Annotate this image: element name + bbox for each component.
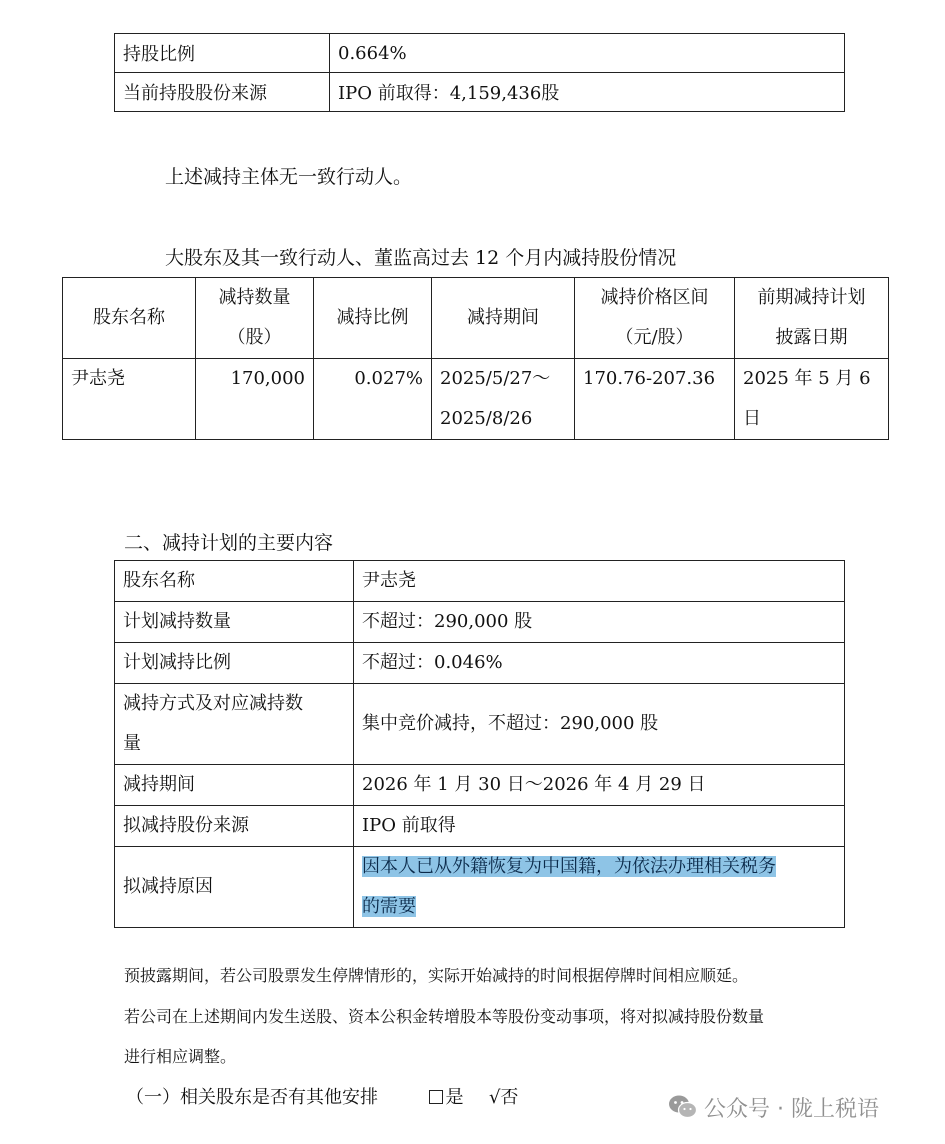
row-label: 拟减持原因 (115, 847, 354, 928)
row-value: 不超过：0.046% (354, 643, 845, 684)
checkbox-icon[interactable] (429, 1090, 443, 1104)
row-label: 计划减持数量 (115, 602, 354, 643)
watermark-text: 公众号 · 陇上税语 (704, 1096, 879, 1122)
cell-disclosure-date: 2025 年 5 月 6 日 (735, 359, 889, 440)
option-yes: 是 (445, 1087, 464, 1108)
cell-period: 2025/5/27～ 2025/8/26 (432, 359, 575, 440)
cell-price-range: 170.76-207.36 (575, 359, 735, 440)
row-label: 持股比例 (115, 34, 330, 73)
highlighted-text-line[interactable]: 因本人已从外籍恢复为中国籍，为依法办理相关税务 (362, 856, 776, 877)
option-no: 否 (500, 1087, 519, 1108)
other-arrangement-question (126, 1083, 518, 1109)
note-paragraph: 预披露期间，若公司股票发生停牌情形的，实际开始减持的时间根据停牌时间相应顺延。 (124, 966, 749, 985)
wechat-icon (668, 1094, 698, 1120)
note-paragraph: 进行相应调整。 (124, 1047, 237, 1066)
table-row (115, 847, 845, 928)
row-value: 不超过：290,000 股 (354, 602, 845, 643)
row-value: 集中竞价减持，不超过：290,000 股 (354, 684, 845, 765)
row-value: IPO 前取得 (354, 806, 845, 847)
header-disclosure-date: 前期减持计划 披露日期 (735, 278, 889, 359)
table-row (115, 765, 845, 806)
table-row (115, 806, 845, 847)
header-ratio: 减持比例 (314, 278, 432, 359)
row-label: 计划减持比例 (115, 643, 354, 684)
row-label: 拟减持股份来源 (115, 806, 354, 847)
table-row (115, 602, 845, 643)
table-row (115, 561, 845, 602)
question-text: （一）相关股东是否有其他安排 (126, 1087, 378, 1108)
shareholding-table (114, 33, 845, 112)
header-name: 股东名称 (63, 278, 196, 359)
reduction-plan-table (114, 560, 845, 928)
table-row (115, 684, 845, 765)
cell-name: 尹志尧 (63, 359, 196, 440)
table-row (115, 34, 845, 73)
section-title: 二、减持计划的主要内容 (124, 532, 334, 554)
row-label: 减持方式及对应减持数 量 (115, 684, 354, 765)
table-row (63, 359, 889, 440)
highlighted-text-line[interactable]: 的需要 (362, 896, 416, 917)
row-value-highlighted[interactable] (354, 847, 845, 928)
note-paragraph: 若公司在上述期间内发生送股、资本公积金转增股本等股份变动事项，将对拟减持股份数量 (124, 1007, 765, 1026)
table-row (115, 643, 845, 684)
row-value: 0.664% (330, 34, 845, 73)
row-value: 尹志尧 (354, 561, 845, 602)
row-label: 减持期间 (115, 765, 354, 806)
past-12-months-title: 大股东及其一致行动人、董监高过去 12 个月内减持股份情况 (165, 247, 677, 269)
row-label: 股东名称 (115, 561, 354, 602)
header-price-range: 减持价格区间 （元/股） (575, 278, 735, 359)
table-row (115, 73, 845, 112)
row-value: IPO 前取得：4,159,436股 (330, 73, 845, 112)
header-period: 减持期间 (432, 278, 575, 359)
table-header-row (63, 278, 889, 359)
no-concert-statement: 上述减持主体无一致行动人。 (165, 166, 413, 188)
past-reduction-table (62, 277, 889, 440)
watermark (668, 1090, 879, 1124)
header-quantity: 减持数量 （股） (196, 278, 314, 359)
checkmark-icon: √ (488, 1087, 501, 1108)
row-label: 当前持股股份来源 (115, 73, 330, 112)
row-value: 2026 年 1 月 30 日～2026 年 4 月 29 日 (354, 765, 845, 806)
cell-quantity: 170,000 (196, 359, 314, 440)
cell-ratio: 0.027% (314, 359, 432, 440)
